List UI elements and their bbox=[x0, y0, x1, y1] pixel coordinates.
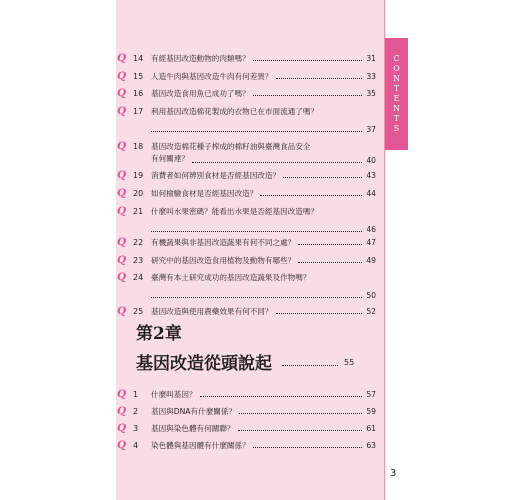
entry-page: 37 bbox=[366, 125, 376, 134]
chapter-title: 基因改造從頭說起 bbox=[136, 354, 272, 374]
dot-leader bbox=[253, 447, 362, 448]
entry-title: 基因與DNA有什麼關係？ bbox=[151, 407, 237, 416]
page-number: 3 bbox=[390, 468, 397, 479]
entry-title: 有機蔬果與非基因改造蔬果有何不同之處？ bbox=[151, 238, 296, 247]
dot-leader bbox=[200, 396, 362, 397]
entry-number: 1 bbox=[133, 390, 139, 399]
dot-leader bbox=[192, 162, 362, 163]
entry-page: 46 bbox=[366, 225, 376, 234]
question-marker: Q bbox=[117, 439, 127, 451]
entry-page: 63 bbox=[366, 441, 376, 450]
entry-title: 基因改造食用魚已成功了嗎？ bbox=[151, 89, 250, 98]
question-marker: Q bbox=[117, 169, 127, 181]
entry-number: 2 bbox=[133, 407, 139, 416]
entry-title: 基因改造與使用農藥效果有何不同？ bbox=[151, 307, 273, 316]
dot-leader bbox=[151, 297, 362, 298]
question-marker: Q bbox=[117, 422, 127, 434]
entry-page: 50 bbox=[366, 291, 376, 300]
question-marker: Q bbox=[117, 187, 127, 199]
entry-page: 59 bbox=[366, 407, 376, 416]
entry-title: 研究中的基因改造食用植物及動物有哪些？ bbox=[151, 256, 296, 265]
entry-title: 染色體與基因體有什麼關係？ bbox=[151, 441, 250, 450]
question-marker: Q bbox=[117, 52, 127, 64]
entry-title: 利用基因改造棉花製成的衣物已在市面流通了嗎？ bbox=[151, 107, 319, 116]
entry-title: 什麼叫基因？ bbox=[151, 390, 197, 399]
entry-page: 31 bbox=[366, 54, 376, 63]
entry-number: 4 bbox=[133, 441, 139, 450]
question-marker: Q bbox=[117, 87, 127, 99]
question-marker: Q bbox=[117, 140, 127, 152]
entry-title: 有經基因改造動物的肉類嗎？ bbox=[151, 54, 250, 63]
entry-title: 基因與染色體有何關聯？ bbox=[151, 424, 235, 433]
entry-title-continued: 有何關連？ bbox=[151, 154, 189, 163]
entry-number: 24 bbox=[133, 273, 144, 282]
chapter-page: 55 bbox=[344, 358, 355, 367]
entry-page: 33 bbox=[366, 72, 376, 81]
dot-leader bbox=[276, 78, 362, 79]
entry-page: 57 bbox=[366, 390, 376, 399]
entry-page: 40 bbox=[366, 156, 376, 165]
dot-leader bbox=[276, 313, 362, 314]
question-marker: Q bbox=[117, 271, 127, 283]
entry-title: 臺灣有本土研究成功的基因改造蔬果及作物嗎？ bbox=[151, 273, 311, 282]
dot-leader bbox=[298, 244, 362, 245]
entry-page: 49 bbox=[366, 256, 376, 265]
entry-page: 43 bbox=[366, 171, 376, 180]
chapter-leader bbox=[282, 365, 338, 366]
dot-leader bbox=[298, 262, 362, 263]
question-marker: Q bbox=[117, 236, 127, 248]
entry-number: 21 bbox=[133, 207, 144, 216]
entry-page: 47 bbox=[366, 238, 376, 247]
entry-number: 15 bbox=[133, 72, 144, 81]
entry-page: 61 bbox=[366, 424, 376, 433]
question-marker: Q bbox=[117, 388, 127, 400]
entry-page: 44 bbox=[366, 189, 376, 198]
entry-title: 基因改造棉花種子榨成的棉籽油與臺灣食品安全 bbox=[151, 142, 311, 151]
entry-number: 25 bbox=[133, 307, 144, 316]
dot-leader bbox=[253, 60, 362, 61]
entry-number: 20 bbox=[133, 189, 144, 198]
entry-number: 22 bbox=[133, 238, 144, 247]
entry-number: 3 bbox=[133, 424, 139, 433]
dot-leader bbox=[151, 131, 362, 132]
question-marker: Q bbox=[117, 405, 127, 417]
question-marker: Q bbox=[117, 254, 127, 266]
entry-page: 35 bbox=[366, 89, 376, 98]
entry-number: 23 bbox=[133, 256, 144, 265]
entry-number: 14 bbox=[133, 54, 144, 63]
entry-title: 什麼叫水果密碼？能看出水果是否經基因改造嗎？ bbox=[151, 207, 319, 216]
question-marker: Q bbox=[117, 305, 127, 317]
entry-title: 人造牛肉與基因改造牛肉有何差異？ bbox=[151, 72, 273, 81]
dot-leader bbox=[283, 177, 362, 178]
entry-number: 17 bbox=[133, 107, 144, 116]
contents-tab-label: CONTENTS bbox=[392, 54, 401, 134]
entry-title: 消費者如何辨別食材是否經基因改造？ bbox=[151, 171, 281, 180]
entry-page: 52 bbox=[366, 307, 376, 316]
dot-leader bbox=[238, 430, 362, 431]
dot-leader bbox=[239, 413, 362, 414]
entry-number: 16 bbox=[133, 89, 144, 98]
question-marker: Q bbox=[117, 105, 127, 117]
dot-leader bbox=[151, 231, 362, 232]
entry-number: 19 bbox=[133, 171, 144, 180]
entry-title: 如何檢驗食材是否經基因改造？ bbox=[151, 189, 258, 198]
dot-leader bbox=[260, 195, 362, 196]
chapter-number: 第2章 bbox=[136, 324, 182, 344]
entry-number: 18 bbox=[133, 142, 144, 151]
question-marker: Q bbox=[117, 205, 127, 217]
question-marker: Q bbox=[117, 70, 127, 82]
dot-leader bbox=[253, 95, 362, 96]
